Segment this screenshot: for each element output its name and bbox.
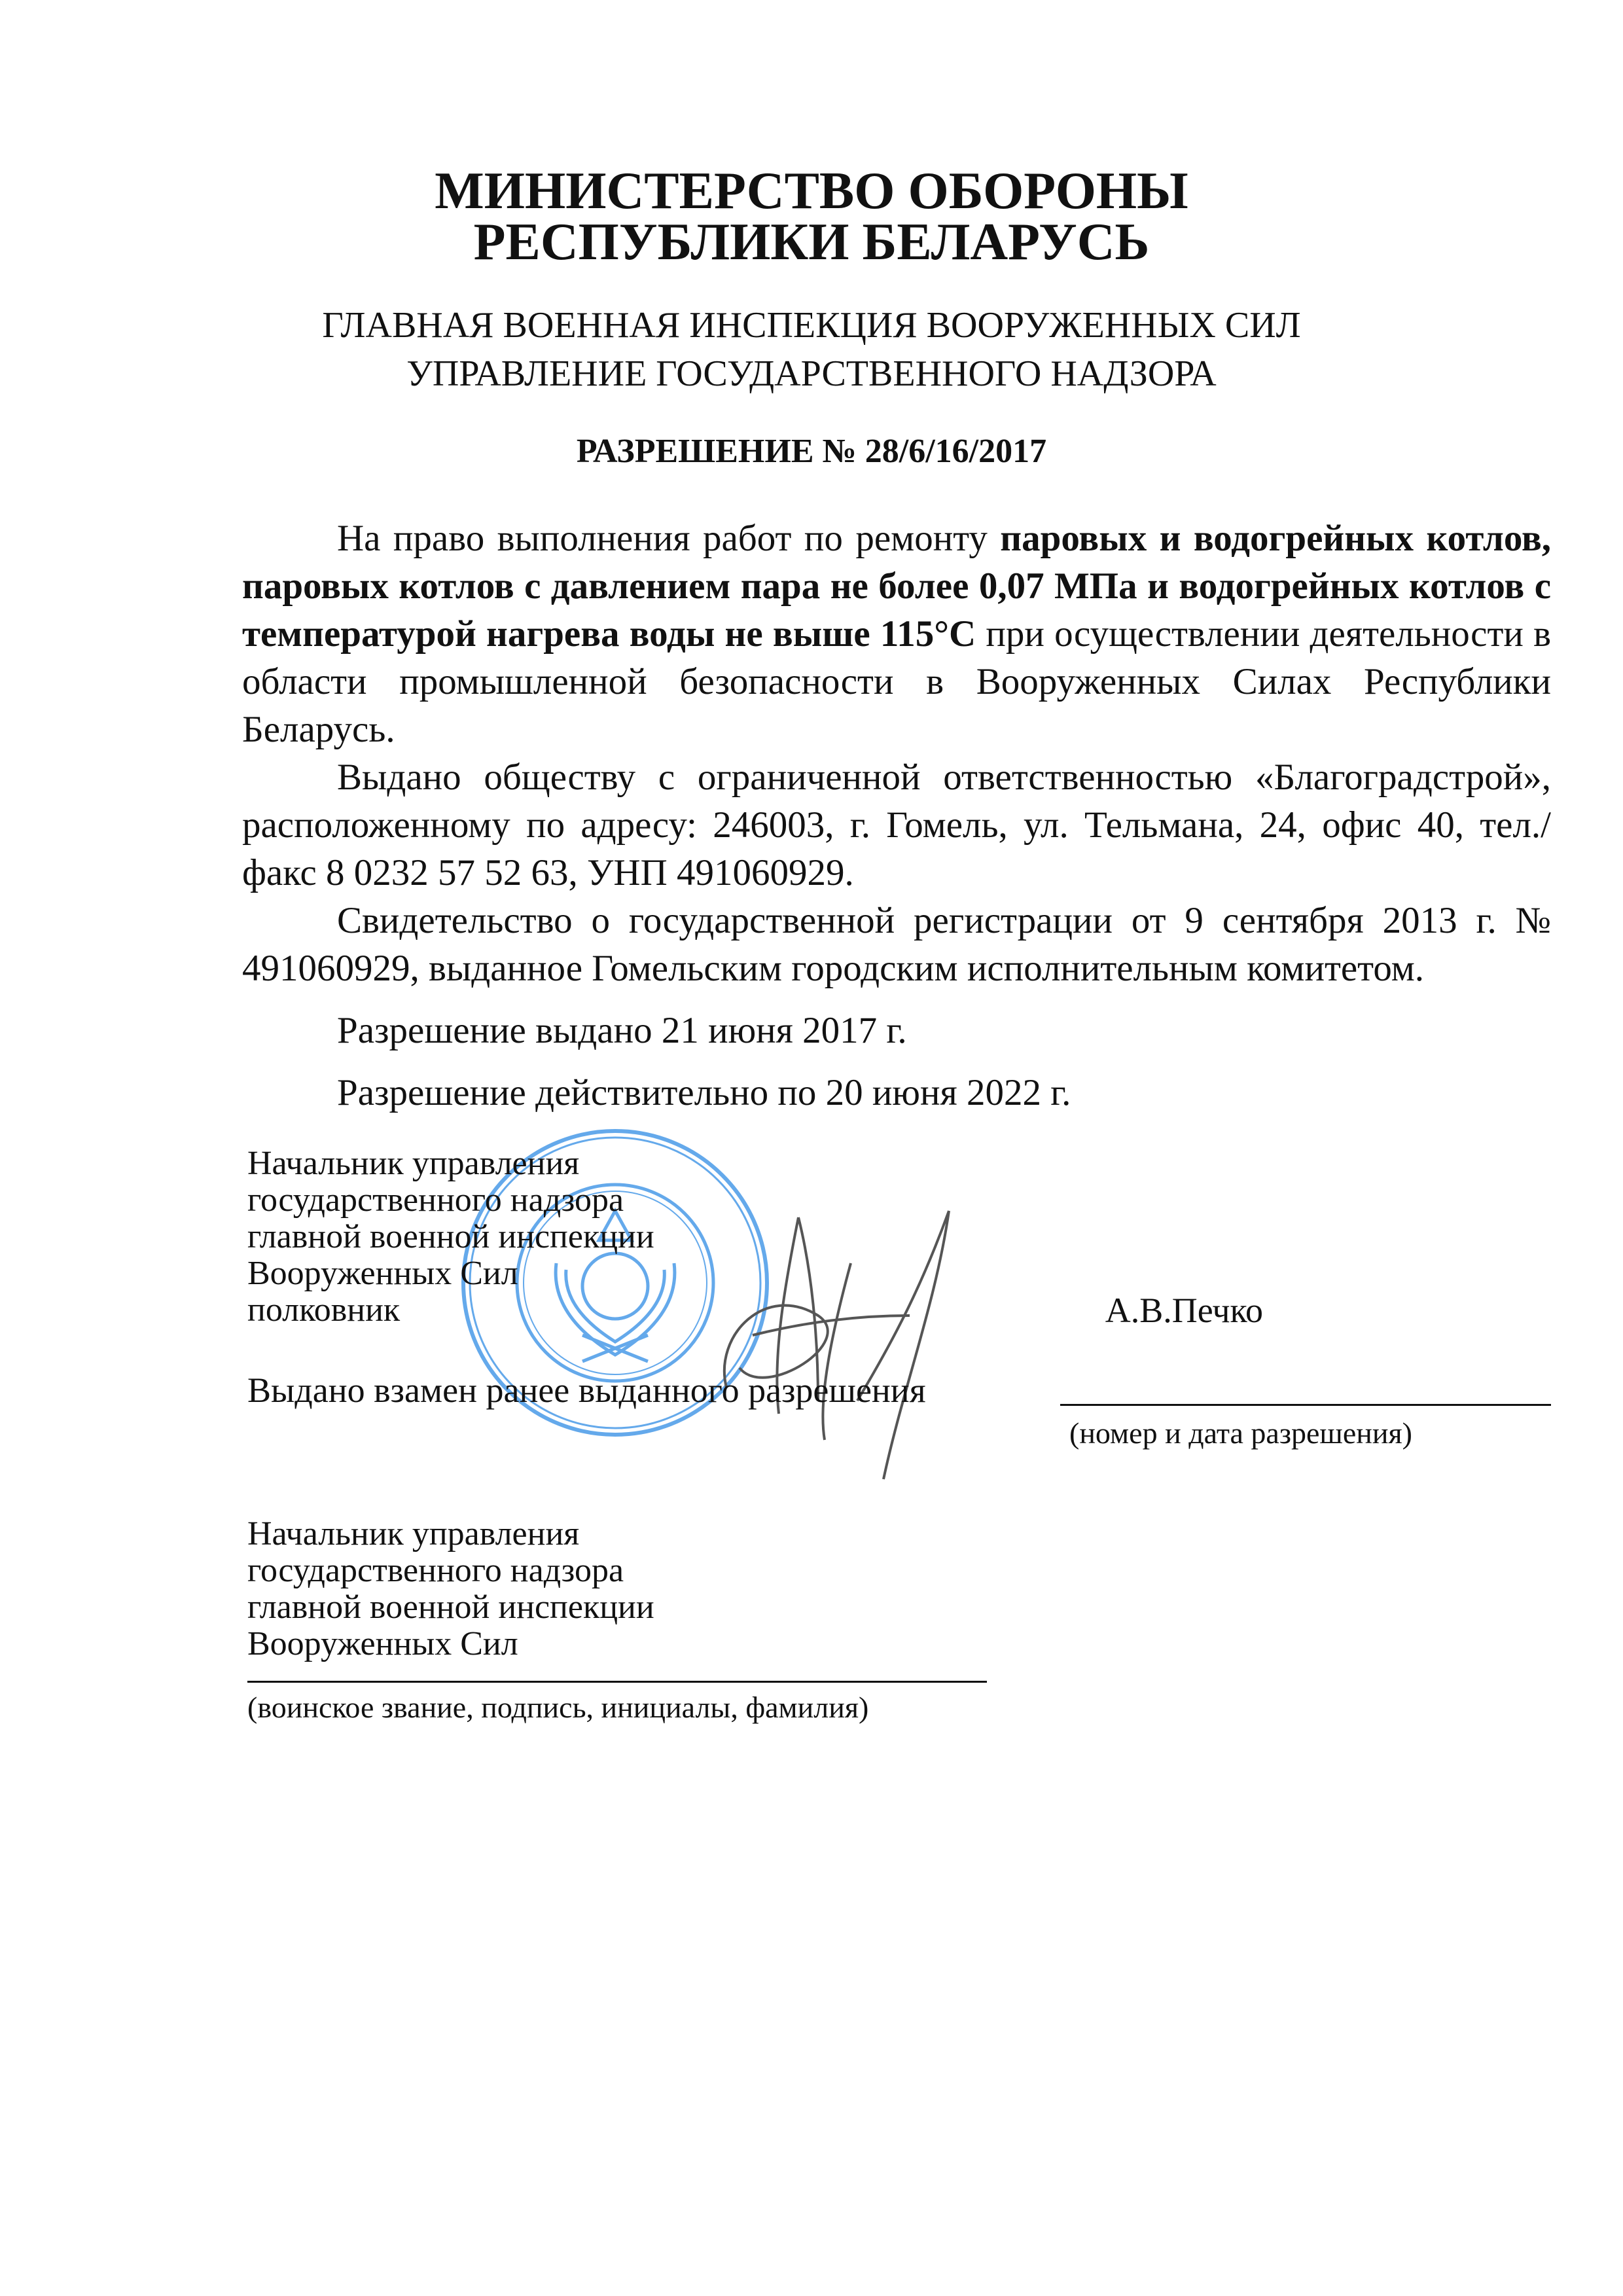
- signer-title-line: государственного надзора: [247, 1552, 624, 1589]
- signer-title-line: Вооруженных Сил: [247, 1255, 518, 1292]
- scope-text-end: при осуществлении деятельности в области промышленной безопасности в Вооруженных Силах Республики Беларусь.: [242, 613, 1551, 750]
- signature-section: [242, 1145, 1551, 1450]
- signature-block-2: [242, 1516, 1551, 1662]
- replacement-row: [242, 1371, 1551, 1410]
- signature-blank-line: [247, 1681, 987, 1683]
- signer-name: А.В.Печко: [1105, 1291, 1263, 1330]
- replacement-blank-line: [1060, 1404, 1551, 1406]
- signer-title-line: главной военной инспекции: [247, 1588, 654, 1626]
- inspection-line2: УПРАВЛЕНИЕ ГОСУДАРСТВЕННОГО НАДЗОРА: [406, 353, 1217, 394]
- ministry-title-line1: МИНИСТЕРСТВО ОБОРОНЫ: [435, 162, 1188, 220]
- scope-text: На право выполнения работ по ремонту: [337, 518, 1001, 559]
- replacement-caption: (номер и дата разрешения): [1069, 1416, 1412, 1450]
- signer-title-line: главной военной инспекции: [247, 1218, 654, 1255]
- signature-caption: (воинское звание, подпись, инициалы, фамилия): [247, 1691, 869, 1724]
- signer-title-line: Начальник управления: [247, 1145, 580, 1182]
- scope-bold-text: паровых и водогрейных котлов, паровых котлов с давлением пара не более 0,07 МПа и водогрейных котлов с температурой нагрева воды не выше 115°С: [242, 518, 1551, 655]
- replacement-field: [1060, 1404, 1551, 1410]
- permit-body: [242, 514, 1551, 992]
- paragraph-scope: [242, 514, 1551, 753]
- paragraph-registration: Свидетельство о государственной регистрации от 9 сентября 2013 г. № 491060929, выданное Гомельским городским исполнительным комитетом.: [242, 900, 1551, 989]
- signature-block: [242, 1145, 654, 1329]
- valid-until: Разрешение действительно по 20 июня 2022 г.: [337, 1072, 1071, 1113]
- signature-row: [242, 1145, 1551, 1329]
- signer-title-line: Вооруженных Сил: [247, 1625, 518, 1662]
- permit-title: РАЗРЕШЕНИЕ № 28/6/16/2017: [576, 433, 1047, 470]
- replacement-label: Выдано взамен ранее выданного разрешения: [247, 1371, 926, 1410]
- signer-title-line: Начальник управления: [247, 1515, 580, 1552]
- ministry-title-line2: РЕСПУБЛИКИ БЕЛАРУСЬ: [473, 213, 1150, 271]
- signer-title-line: государственного надзора: [247, 1181, 624, 1219]
- inspection-line1: ГЛАВНАЯ ВОЕННАЯ ИНСПЕКЦИЯ ВООРУЖЕННЫХ СИЛ: [322, 305, 1301, 346]
- issued-date: Разрешение выдано 21 июня 2017 г.: [337, 1010, 907, 1051]
- signer-rank: полковник: [247, 1291, 401, 1329]
- paragraph-issued-to: Выдано обществу с ограниченной ответственностью «Благоградстрой», расположенному по адресу: 246003, г. Гомель, ул. Тельмана, 24, офис 40, тел./факс 8 0232 57 52 63, УНП 491060929.: [242, 757, 1551, 893]
- document-flow: [242, 514, 1551, 1725]
